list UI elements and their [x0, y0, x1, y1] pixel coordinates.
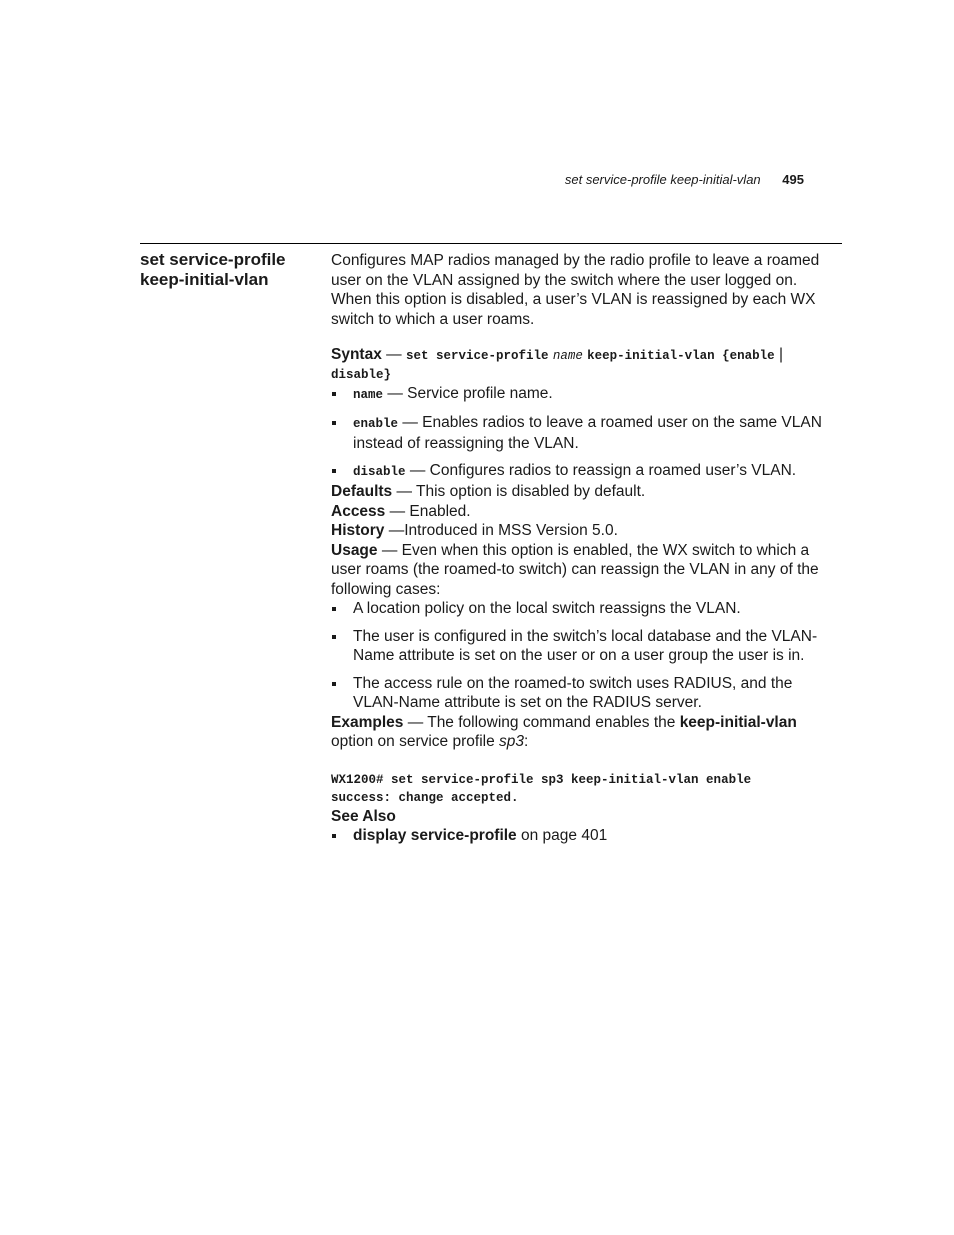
page-number: 495 [782, 172, 804, 187]
usage-text: — Even when this option is enabled, the WX switch to which a user roams (the roamed-to switch) can reassign the VLAN in any of the following cases: [331, 541, 819, 598]
section-title [140, 250, 320, 290]
param-desc: — Configures radios to reassign a roamed user’s VLAN. [405, 461, 797, 479]
syntax-rest-2: disable} [331, 368, 392, 382]
syntax-arg: name [552, 349, 583, 363]
param-item [331, 461, 841, 483]
syntax-params [331, 384, 841, 482]
syntax-rest-1: keep-initial-vlan {enable [587, 349, 775, 363]
see-also-item [331, 826, 841, 846]
examples-text-before: — The following command enables the [403, 713, 680, 731]
defaults-label: Defaults [331, 483, 393, 500]
see-also-list [331, 826, 841, 846]
param-item [331, 413, 841, 454]
examples-profile: sp3 [499, 733, 525, 750]
examples-keyword: keep-initial-vlan [679, 713, 797, 731]
syntax-command: set service-profile [405, 349, 549, 363]
examples-label: Examples [331, 713, 404, 731]
list-item: The user is configured in the switch’s local database and the VLAN-Name attribute is set on the user or on a user group the user is in. [331, 627, 841, 666]
code-line: success: change accepted. [331, 790, 519, 805]
access-text: — Enabled. [385, 502, 471, 520]
param-name: name [353, 388, 384, 402]
access [331, 502, 841, 522]
usage-label: Usage [331, 541, 378, 559]
syntax-block [331, 346, 841, 384]
main-content [331, 251, 841, 846]
param-desc: — Service profile name. [383, 385, 553, 402]
see-also-link[interactable]: display service-profile [353, 827, 517, 844]
param-item [331, 384, 841, 406]
syntax-dash: — [381, 346, 406, 363]
usage [331, 541, 841, 600]
history-text: —Introduced in MSS Version 5.0. [384, 522, 618, 539]
defaults [331, 482, 841, 502]
usage-cases [331, 599, 841, 713]
examples-text-mid: option on service profile [331, 733, 500, 750]
see-also-heading: See Also [331, 807, 396, 825]
examples-text-after: : [524, 733, 529, 750]
examples [331, 713, 841, 752]
param-desc: — Enables radios to leave a roamed user on the same VLAN instead of reassigning the VLAN. [353, 413, 822, 452]
section-title-line2: keep-initial-vlan [140, 270, 269, 289]
access-label: Access [331, 502, 386, 520]
defaults-text: — This option is disabled by default. [392, 483, 646, 500]
syntax-label: Syntax [331, 346, 382, 363]
param-name: enable [353, 416, 399, 431]
see-also-suffix: on page 401 [516, 827, 608, 844]
description: Configures MAP radios managed by the radio profile to leave a roamed user on the VLAN assigned by the switch where the user logged on. When this option is disabled, a user’s VLAN is reassigned by each WX switch to which a user roams. [331, 252, 820, 328]
code-example [331, 771, 841, 807]
history-label: History [331, 522, 385, 539]
syntax-separator: | [774, 346, 784, 363]
list-item: The access rule on the roamed-to switch uses RADIUS, and the VLAN-Name attribute is set on the RADIUS server. [331, 674, 841, 713]
history [331, 521, 841, 541]
section-title-line1: set service-profile [140, 250, 286, 269]
param-name: disable [353, 464, 406, 479]
list-item: A location policy on the local switch reassigns the VLAN. [331, 599, 841, 619]
section-divider [140, 243, 842, 244]
running-header [565, 172, 804, 187]
running-title: set service-profile keep-initial-vlan [564, 172, 761, 187]
code-line: WX1200# set service-profile sp3 keep-initial-vlan enable [331, 772, 752, 787]
